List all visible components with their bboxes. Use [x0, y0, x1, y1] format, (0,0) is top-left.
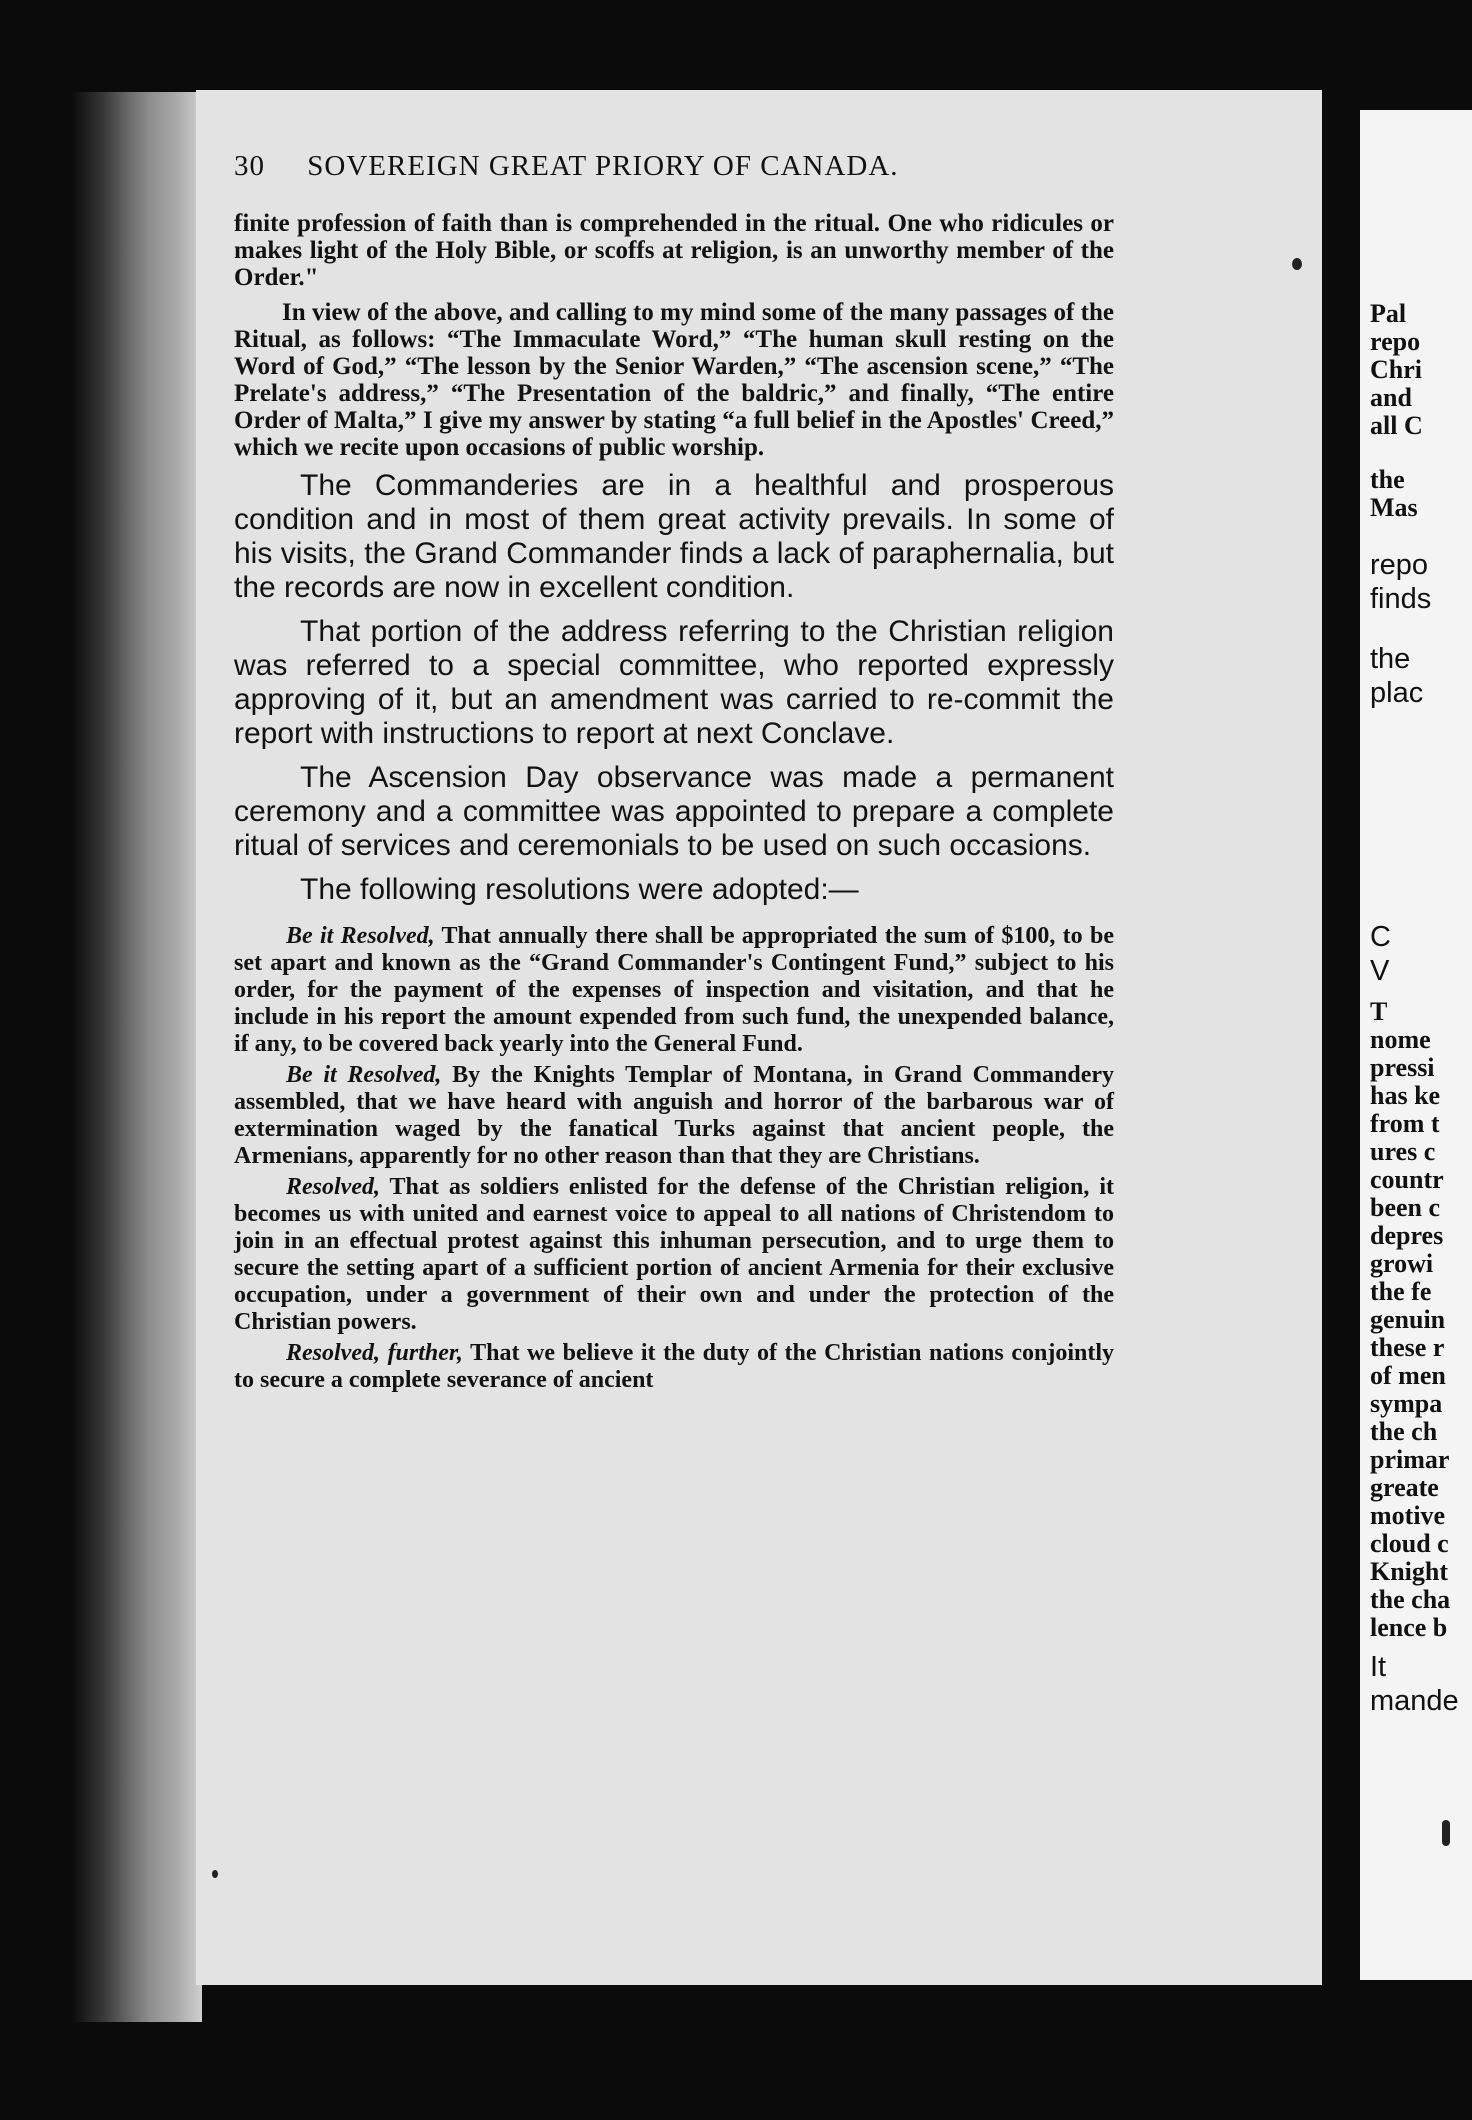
- right-fragment-block: [1370, 998, 1472, 1642]
- right-fragment-line: of men: [1370, 1361, 1446, 1390]
- right-page-text: [1370, 300, 1472, 1718]
- resolution: [234, 1062, 1114, 1170]
- right-fragment-block: [1370, 300, 1472, 440]
- ink-spot: [212, 1870, 218, 1878]
- resolution-lead: Resolved,: [286, 1174, 380, 1200]
- resolution-text: That annually there shall be appropriated the sum of $100, to be set apart and known as the “Grand Commander's Contingent Fund,” subject to his order, for the payment of the expenses of inspection and visitation, and that he include in his report the amount expended from such fund, the unexpended balance, if any, to be covered back yearly into the General Fund.: [234, 923, 1115, 1057]
- book-gutter: [1322, 100, 1360, 2000]
- paragraph: In view of the above, and calling to my mind some of the many passages of the Ritual, as follows: “The Immaculate Word,” “The human skull resting on the Word of God,” “The lesson by the Senior Warden,” “The ascension scene,” “The Prelate's address,” “The Presentation of the baldric,” and finally, “The entire Order of Malta,” I give my answer by stating “a full belief in the Apostles' Creed,” which we recite upon occasions of public worship.: [234, 299, 1114, 461]
- right-fragment-line: all C: [1370, 411, 1423, 440]
- right-fragment-line: genuin: [1370, 1305, 1446, 1334]
- right-fragment-line: nome: [1370, 1025, 1431, 1054]
- resolution-text: That we believe it the duty of the Christian nations conjointly to secure a complete severance of ancient: [234, 1340, 1114, 1393]
- right-fragment-block: [1370, 466, 1472, 522]
- resolution-text: That as soldiers enlisted for the defense of the Christian religion, it becomes us with united and earnest voice to appeal to all nations of Christendom to join in an effectual protest against this inhuman persecution, and to urge them to secure the setting apart of a sufficient portion of ancient Armenia for their exclusive occupation, under a government of their own and under the protection of the Christian powers.: [234, 1174, 1114, 1335]
- resolution: [234, 1340, 1114, 1394]
- resolution-lead: Resolved, further,: [286, 1340, 463, 1366]
- right-fragment-line: these r: [1370, 1333, 1445, 1362]
- right-fragment-block: [1370, 548, 1472, 616]
- right-fragment-line: primar: [1370, 1445, 1450, 1474]
- ink-spot: [1442, 1820, 1450, 1846]
- right-fragment-line: growi: [1370, 1249, 1434, 1278]
- right-fragment-line: C: [1370, 921, 1391, 953]
- right-fragment-line: depres: [1370, 1221, 1444, 1250]
- right-fragment-line: motive: [1370, 1501, 1446, 1530]
- right-fragment-line: cloud c: [1370, 1529, 1449, 1558]
- right-fragment-line: T: [1370, 997, 1388, 1026]
- right-fragment-line: has ke: [1370, 1081, 1441, 1110]
- paragraph: The Commanderies are in a healthful and prosperous condition and in most of them great activity prevails. In some of his visits, the Grand Commander finds a lack of paraphernalia, but the records are now in excellent condition.: [234, 469, 1114, 604]
- right-fragment-line: ures c: [1370, 1137, 1436, 1166]
- page-header: [234, 150, 1114, 183]
- right-fragment-line: It: [1370, 1651, 1387, 1683]
- resolution-text: By the Knights Templar of Montana, in Grand Commandery assembled, that we have heard with anguish and horror of the barbarous war of extermination waged by the fanatical Turks against that ancient people, the Armenians, apparently for no other reason than that they are Christians.: [234, 1062, 1114, 1169]
- right-fragment-line: the cha: [1370, 1585, 1451, 1614]
- paragraph: The Ascension Day observance was made a permanent ceremony and a committee was appointed to prepare a complete ritual of services and ceremonials to be used on such occasions.: [234, 761, 1114, 862]
- right-fragment-line: greate: [1370, 1473, 1439, 1502]
- paragraph: finite profession of faith than is comprehended in the ritual. One who ridicules or makes light of the Holy Bible, or scoffs at religion, is an unworthy member of the Order.": [234, 210, 1114, 291]
- right-fragment-line: Chri: [1370, 355, 1422, 384]
- right-fragment-line: countr: [1370, 1165, 1444, 1194]
- resolution-lead: Be it Resolved,: [286, 1062, 442, 1088]
- right-fragment-line: the: [1370, 643, 1411, 675]
- resolution-lead: Be it Resolved,: [286, 923, 435, 949]
- paragraph: The following resolutions were adopted:—: [300, 873, 859, 906]
- right-fragment-line: repo: [1370, 549, 1429, 581]
- running-title: SOVEREIGN GREAT PRIORY OF CANADA.: [307, 150, 899, 182]
- right-fragment-line: the: [1370, 465, 1405, 494]
- paragraph: That portion of the address referring to the Christian religion was referred to a special committee, who reported expressly approving of it, but an amendment was carried to re-commit the report with instructions to report at next Conclave.: [234, 615, 1114, 750]
- right-fragment-line: Knight: [1370, 1557, 1449, 1586]
- resolution: [234, 923, 1114, 1058]
- right-fragment-line: the ch: [1370, 1417, 1438, 1446]
- right-fragment-line: lence b: [1370, 1613, 1448, 1642]
- ink-spot: [1292, 258, 1302, 270]
- right-fragment-line: and: [1370, 383, 1412, 412]
- right-fragment-line: repo: [1370, 327, 1421, 356]
- right-fragment-line: mande: [1370, 1685, 1459, 1717]
- right-fragment-line: V: [1370, 955, 1390, 987]
- right-fragment-line: the fe: [1370, 1277, 1432, 1306]
- right-fragment-line: pressi: [1370, 1053, 1435, 1082]
- right-fragment-line: sympa: [1370, 1389, 1443, 1418]
- right-fragment-block: [1370, 642, 1472, 710]
- book-edge-shadow: [72, 92, 202, 2022]
- resolution: [234, 1174, 1114, 1336]
- page-number: 30: [234, 150, 265, 182]
- right-fragment-line: plac: [1370, 677, 1424, 709]
- right-fragment-line: finds: [1370, 583, 1432, 615]
- right-fragment-line: Pal: [1370, 299, 1407, 328]
- page-body: [234, 210, 1114, 1398]
- right-fragment-line: Mas: [1370, 493, 1418, 522]
- right-fragment-line: been c: [1370, 1193, 1441, 1222]
- right-fragment-block: [1370, 1650, 1472, 1718]
- right-page: [1360, 110, 1472, 1980]
- right-fragment-block: [1370, 920, 1472, 988]
- right-fragment-line: from t: [1370, 1109, 1440, 1138]
